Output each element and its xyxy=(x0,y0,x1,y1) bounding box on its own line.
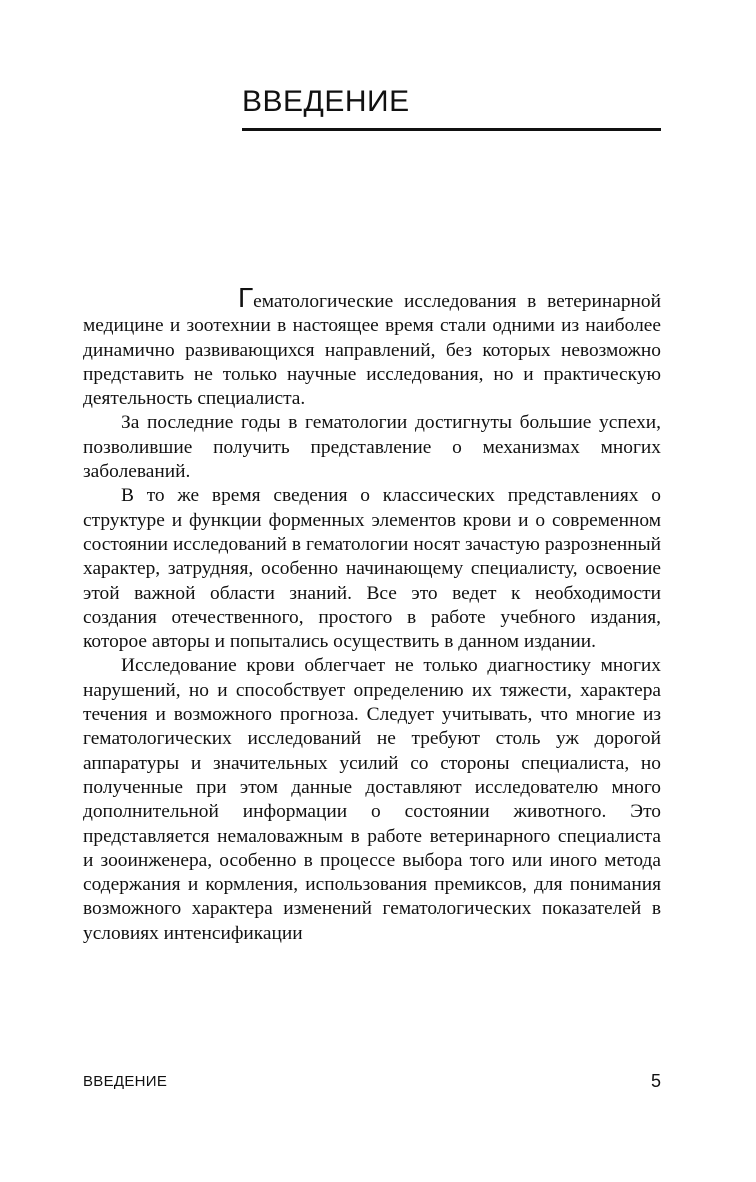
paragraph-3: В то же время сведения о классических представлениях о структуре и функции форменных элементов крови и о современном состоянии исследований в гематологии носят зачастую разрозненный характер, затрудняя, особенно начинающему специалисту, освоение этой важной области знаний. Все это ведет к необходимости создания отечественного, простого в работе учебного издания, которое авторы и попытались осуществить в данном издании. xyxy=(83,485,661,653)
paragraph-2: За последние годы в гематологии достигнуты большие успехи, позволившие получить представление о механизмах многих заболеваний. xyxy=(83,412,661,483)
title-rule xyxy=(242,128,661,131)
drop-cap: Г xyxy=(238,282,254,313)
chapter-title: ВВЕДЕНИЕ xyxy=(242,85,410,118)
page-number: 5 xyxy=(650,1071,661,1091)
body-text xyxy=(83,282,661,946)
running-head: ВВЕДЕНИЕ xyxy=(83,1073,168,1090)
paragraph-4: Исследование крови облегчает не только диагностику многих нарушений, но и способствует определению их тяжести, характера течения и возможного прогноза. Следует учитывать, что многие из гематологических исследований не требуют столь уж дорогой аппаратуры и значительных усилий со стороны специалиста, но полученные при этом данные доставляют исследователю много дополнительной информации о состоянии животного. Это представляется немаловажным в работе ветеринарного специалиста и зооинженера, особенно в процессе выбора того или иного метода содержания и кормления, использования премиксов, для понимания возможного характера изменений гематологических показателей в условиях интенсификации xyxy=(83,655,661,944)
paragraph-1 xyxy=(83,282,661,411)
paragraph-1-text: ематологические исследования в ветеринарной медицине и зоотехнии в настоящее время стали одними из наиболее динамично развивающихся направлений, без которых невозможно представить не только научные исследования, но и практическую деятельность специалиста. xyxy=(83,291,661,410)
